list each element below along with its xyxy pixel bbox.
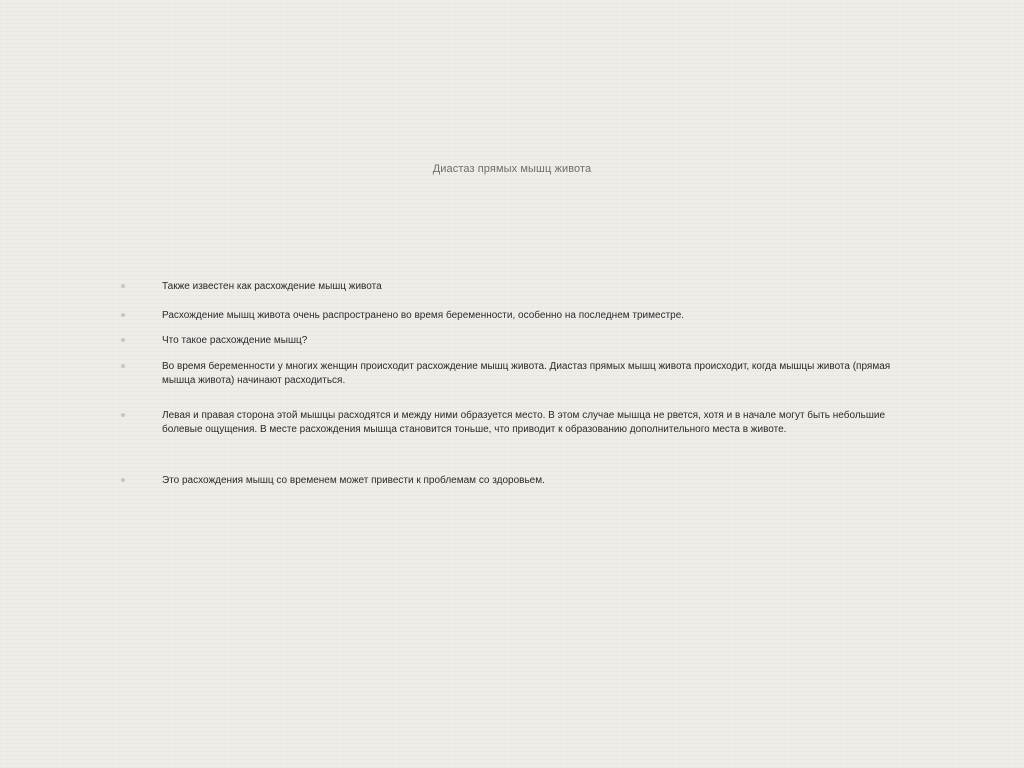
bullet-text: Левая и правая сторона этой мышцы расходятся и между ними образуется место. В этом случае мышца не рвется, хотя и в начале могут быть небольшие болевые ощущения. В месте расхождения мышца становится тоньше, что приводит к образованию дополнительного места в животе. <box>162 410 886 435</box>
bullet-dot-icon <box>121 478 125 482</box>
bullet-text: Во время беременности у многих женщин происходит расхождение мышц живота. Диастаз прямых мышц живота происходит, когда мышцы живота (прямая мышца живота) начинают расходиться. <box>162 361 891 386</box>
bullet-text: Что такое расхождение мышц? <box>162 335 308 346</box>
bullet-dot-icon <box>121 313 125 317</box>
slide-title: Диастаз прямых мышц живота <box>432 163 592 175</box>
bullet-text: Это расхождения мышц со временем может привести к проблемам со здоровьем. <box>162 475 545 486</box>
bullet-dot-icon <box>121 338 125 342</box>
bullet-text: Расхождение мышц живота очень распространено во время беременности, особенно на последнем триместре. <box>162 310 685 321</box>
bullet-dot-icon <box>121 364 125 368</box>
bullet-dot-icon <box>121 413 125 417</box>
bullet-dot-icon <box>121 284 125 288</box>
bullet-text: Также известен как расхождение мышц живота <box>162 281 382 292</box>
